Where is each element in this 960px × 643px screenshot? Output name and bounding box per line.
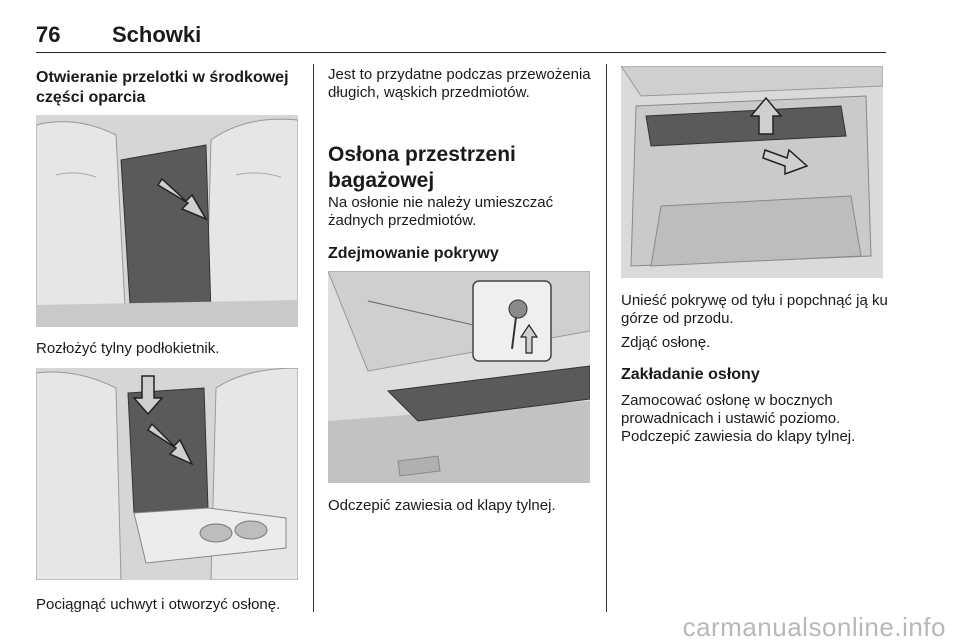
- page-number: 76: [36, 22, 61, 47]
- tailgate-illustration: [328, 271, 590, 483]
- intro-text: Jest to przydatne podczas przewożenia długich, wąskich przedmiotów.: [328, 66, 591, 101]
- column-divider-2: [606, 64, 607, 612]
- caption-lift-and-push: Unieść pokrywę od tyłu i popchnąć ją ku górze od przodu.: [621, 292, 888, 327]
- section-heading-cargo-cover: Osłona przestrzeni bagażowej: [328, 143, 516, 192]
- figure-seatback-panel: [36, 115, 298, 327]
- caption-armrest: Rozłożyć tylny podłokietnik.: [36, 340, 220, 357]
- cargo-cover-warning: Na osłonie nie należy umieszczać żadnych przedmiotów.: [328, 194, 554, 229]
- caption-remove-cover: Zdjąć osłonę.: [621, 334, 711, 351]
- cargo-area-illustration: [621, 66, 883, 278]
- caption-unhook-straps: Odczepić zawiesia od klapy tylnej.: [328, 497, 556, 514]
- subheading-remove-cover: Zdejmowanie pokrywy: [328, 245, 499, 262]
- seatback-illustration: [36, 115, 298, 327]
- chapter-title: Schowki: [112, 22, 202, 47]
- install-instructions: Zamocować osłonę w bocznych prowadnicach i ustawić poziomo. Podczepić zawiesia do klapy tylnej.: [621, 392, 856, 445]
- caption-pull-handle: Pociągnąć uchwyt i otworzyć osłonę.: [36, 596, 281, 613]
- subheading-install-cover: Zakładanie osłony: [621, 366, 760, 383]
- figure-lift-cover: [621, 66, 883, 278]
- column-divider-1: [313, 64, 314, 612]
- figure-armrest-handle: [36, 368, 298, 580]
- watermark: carmanualsonline.info: [682, 612, 946, 642]
- figure-tailgate-straps: [328, 271, 590, 483]
- armrest-illustration: [36, 368, 298, 580]
- header-rule: [36, 52, 886, 53]
- section-heading-passthrough: Otwieranie przelotki w środkowej części oparcia: [36, 69, 289, 106]
